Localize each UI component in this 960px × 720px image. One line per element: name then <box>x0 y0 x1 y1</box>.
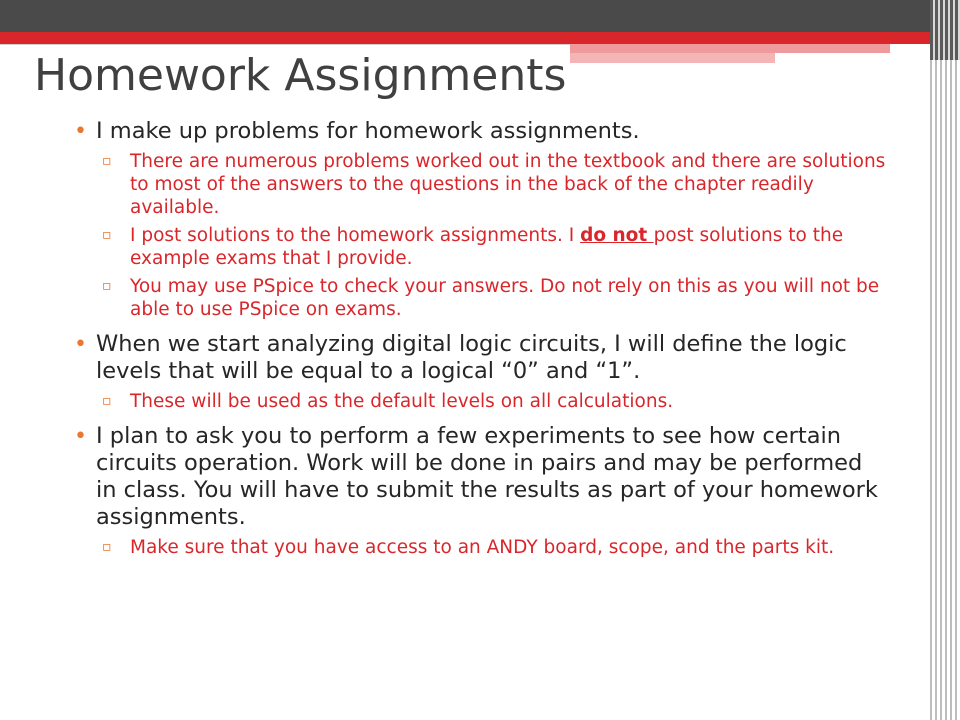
bullet-3-subitems <box>102 536 886 559</box>
bullet-3: • I plan to ask you to perform a few experiments to see how certain circuits operation. Work will be done in pairs and may be performed in class. You will have to submit the results as part of your homework assignments. <box>74 423 886 531</box>
sub-bullet-1-2-pre: I post solutions to the homework assignments. I <box>130 225 581 246</box>
sub-bullet-1-2-post: post solutions to the example exams that I provide. <box>130 225 844 269</box>
bullet-2-subitems <box>102 390 886 413</box>
sub-bullet-1-3: ▫ You may use PSpice to check your answers. Do not rely on this as you will not be able to use PSpice on exams. <box>102 275 886 321</box>
sub-bullet-2-1: ▫ These will be used as the default levels on all calculations. <box>102 390 886 413</box>
bullet-1-subitems <box>102 150 886 321</box>
pink-accent-band <box>570 44 890 53</box>
sub-bullet-3-1: ▫ Make sure that you have access to an ANDY board, scope, and the parts kit. <box>102 536 886 559</box>
slide-body <box>74 118 886 569</box>
sub-bullet-1-1: ▫ There are numerous problems worked out in the textbook and there are solutions to most of the answers to the questions in the back of the chapter readily available. <box>102 150 886 219</box>
slide-title: Homework Assignments <box>34 50 567 101</box>
bullet-2: • When we start analyzing digital logic circuits, I will define the logic levels that will be equal to a logical “0” and “1”. <box>74 331 886 385</box>
pink-accent-band-lower <box>570 53 775 63</box>
sub-bullet-1-2-emphasis: do not <box>580 225 654 246</box>
sub-bullet-1-2 <box>102 224 886 270</box>
top-red-band <box>0 32 930 44</box>
title-rule <box>0 44 570 45</box>
right-stripe-decoration <box>930 0 960 720</box>
top-dark-bar <box>0 0 930 32</box>
bullet-1: • I make up problems for homework assignments. <box>74 118 886 145</box>
